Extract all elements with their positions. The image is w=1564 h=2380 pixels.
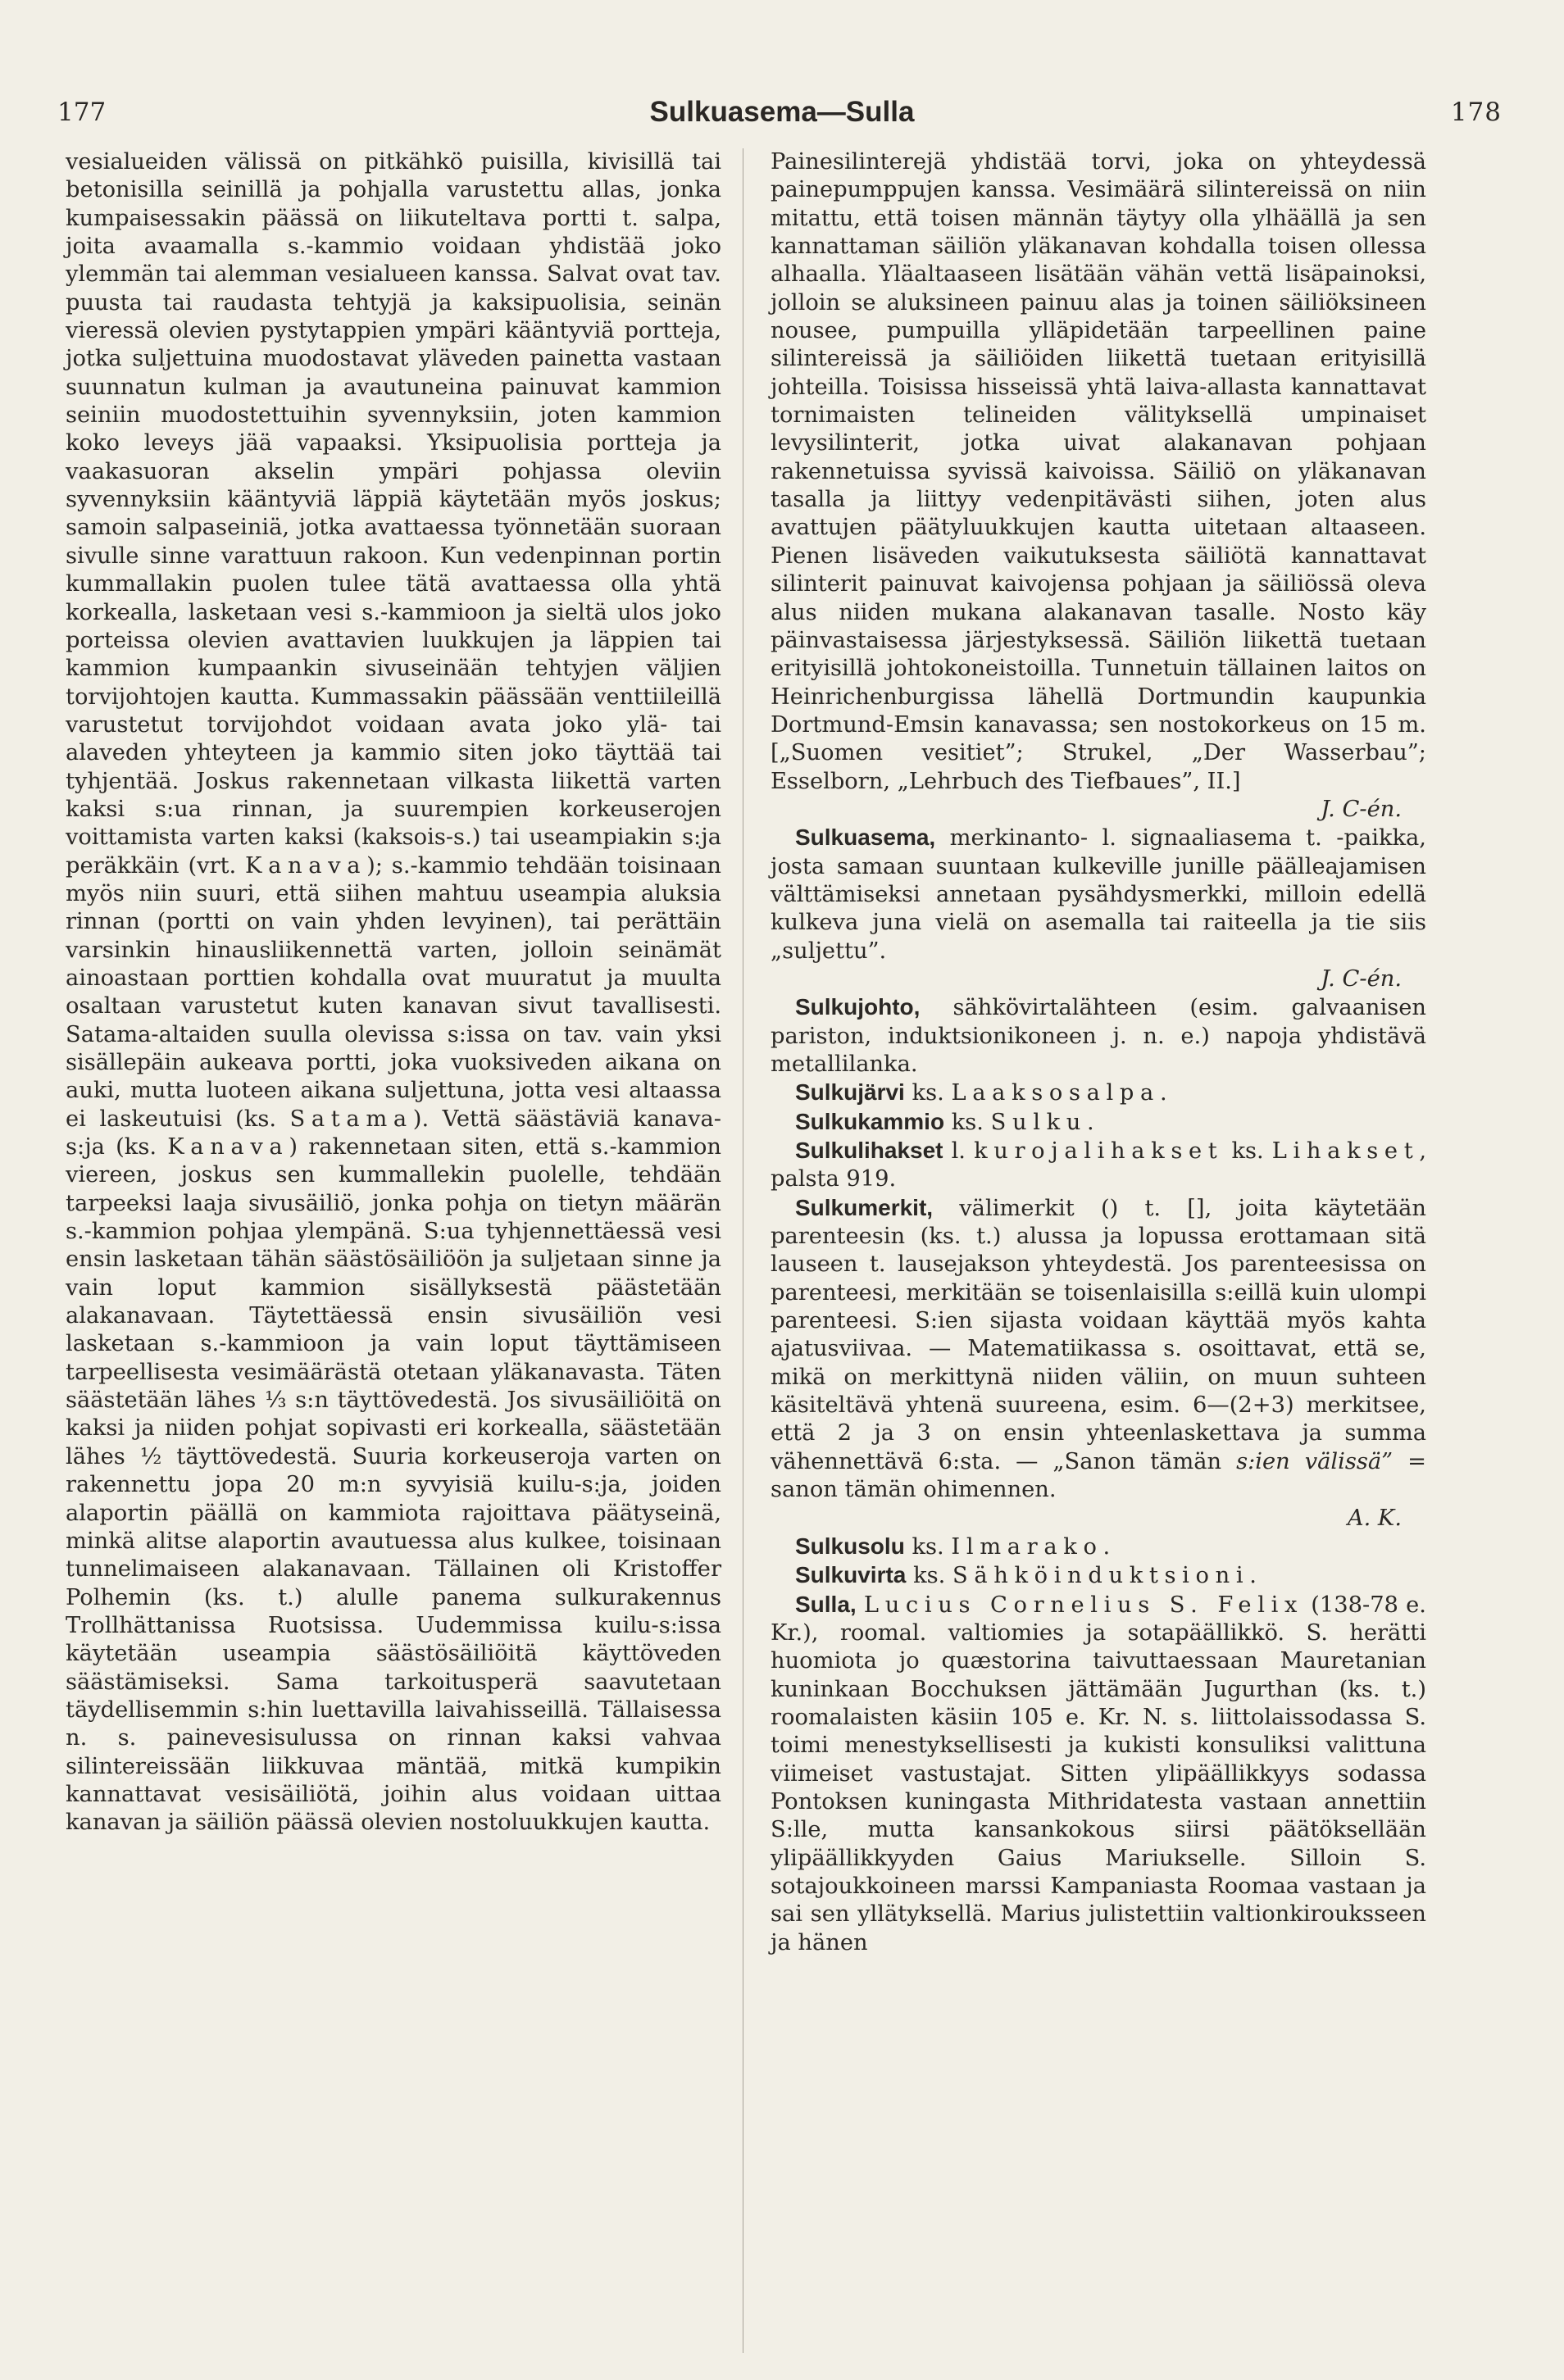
entry-continuation-sulku (66, 148, 721, 1837)
entry-text: sähkövirtalähteen (esim. galvaanisen pariston, induktsionikoneen j. n. e.) napoja yhdistävä metallilanka. (771, 995, 1426, 1077)
author-signature: J. C-én. (1321, 796, 1402, 822)
entry-text: välimerkit () t. [], joita käytetään parenteesin (ks. t.) alussa ja lopussa erottamaan sitä lauseen t. lausejakson yhteydestä. Jos parenteesissa on parenteesi, merkitään se toisenlaisilla s:eillä kuin ulompi parenteesi. S:ien sijasta voidaan käyttää myös kahta ajatusviivaa. — Matematiikassa s. osoittavat, että se, mikä on merkittynä niiden väliin, on muun suhteen käsiteltävä yhtenä suureena, esim. 6—(2+3) merkitsee, että 2 ja 3 on ensin yhteenlaskettava ja summa vähennettävä 6:sta. — „Sanon tämän (771, 1195, 1426, 1474)
text-segment: vesialueiden välissä on pitkähkö puisilla, kivisillä tai betonisilla seinillä ja pohjalla varustettu allas, jonka kumpaisessakin päässä on liikuteltava portti t. salpa, joita avaamalla s.-kammio voidaan yhdistää joko ylemmän tai alemman vesialueen kanssa. Salvat ovat tav. puusta tai raudasta tehtyjä ja kaksipuolisia, seinän vieressä olevien pystytappien ympäri kääntyviä portteja, jotka suljettuina muodostavat yläveden painetta vastaan suunnatun kulman ja avautuneina painuvat kammion seiniin muodostettuihin syvennyksiin, joten kammion koko leveys jää vapaaksi. Yksipuolisia portteja ja vaakasuoran akselin ympäri pohjassa oleviin syvennyksiin kääntyviä läppiä käytetään myös joskus; samoin salpaseiniä, jotka avattaessa työnnetään suoraan sivulle sinne varattuun rakoon. Kun vedenpinnan portin kummallakin puolen tulee tätä avattaessa olla yhtä korkealla, lasketaan vesi s.-kammioon ja sieltä ulos joko porteissa olevien avattavien luukkujen ja läppien tai kammion kumpaankin sivuseinään tehtyjen väljien torvijohtojen kautta. Kummassakin päässään venttiileillä varustetut torvijohdot voidaan avata joko ylä- tai alaveden yhteyteen ja kammio siten joko täyttää tai tyhjentää. Joskus rakennetaan vilkasta liikettä varten kaksi s:ua rinnan, ja suurempien korkeuserojen voittamista varten kaksi (kaksois-s.) tai useampiakin s:ja peräkkäin (vrt. (66, 149, 721, 879)
headword: Sulkusolu (795, 1533, 905, 1559)
author-signature: A. K. (1347, 1505, 1402, 1531)
entry-text: (138-78 e. Kr.), roomal. valtiomies ja sotapäällikkö. S. herätti huomiota jo quæstorina taivuttaessaan Mauretanian kuninkaan Bocchuksen jättämään Jugurthan (ks. t.) roomalaisten käsiin 105 e. Kr. N. s. liittolaissodassa S. toimi menestyksellisesti ja kukisti konsuliksi valittuna viimeiset vastustajat. Sitten ylipäällikkyys sodassa Pontoksen kuningasta Mithridatesta vastaan annettiin S:lle, mutta kansankokous siirsi päätöksellään ylipäällikkyyden Gaius Mariukselle. Silloin S. sotajoukkoineen marssi Kampaniasta Roomaa vastaan ja sai sen yllätyksellä. Marius julistettiin valtionkirouksseen ja hänen (771, 1592, 1426, 1955)
right-column (771, 148, 1426, 2361)
entry-continuation-text: Painesilinterejä yhdistää torvi, joka on yhteydessä painepumppujen kanssa. Vesimäärä silintereissä on niin mitattu, että toisen männän täytyy olla ylhäällä ja sen kannattaman säiliön yläkanavan kohdalla toisen ollessa alhaalla. Yläaltaaseen lisätään vähän vettä lisäpainoksi, jolloin se aluksineen painuu alas ja toinen säiliöksineen nousee, pumpuilla ylläpidetään tarpeellinen paine silintereissä ja säiliöiden liikettä tuetaan erityisillä johteilla. Toisissa hisseissä yhtä laiva-allasta kannattavat tornimaisten telineiden välityksellä umpinaiset levysilinterit, jotka uivat alakanavan pohjaan rakennetuissa syvissä kaivoissa. Säiliö on yläkanavan tasalla ja liittyy vedenpitävästi siihen, joten alus avattujen päätyluukkujen kautta uitetaan altaaseen. Pienen lisäveden vaikutuksesta säiliötä kannattavat silinterit painuvat kaivojensa pohjaan ja säiliössä oleva alus niiden mukana alakanavan tasalle. Nosto käy päinvastaisessa järjestyksessä. Säiliön liikettä tuetaan erityisillä johtokoneistoilla. Tunnetuin tällainen laitos on Heinrichenburgissa lähellä Dortmundin kaupunkia Dortmund-Emsin kanavassa; sen nostokorkeus on 15 m. [„Suomen vesitiet”; Strukel, „Der Wasserbau”; Esselborn, „Lehrbuch des Tiefbaues”, II.] (771, 149, 1426, 794)
headword: Sulkukammio (795, 1108, 945, 1134)
full-name: Lucius Cornelius S. Felix (863, 1592, 1303, 1618)
entry-sulkuasema (771, 824, 1426, 965)
entry-text: = sanon tämän ohimennen. (771, 1448, 1427, 1503)
headword: Sulkujohto, (795, 994, 921, 1020)
entry-sulla (771, 1591, 1426, 1957)
entry-text: merkinanto- l. signaaliasema t. -paikka, josta samaan suuntaan kulkeville junille päälleajamisen välttämiseksi annetaan pysähdysmerkki, milloin edellä kulkeva juna vielä on asemalla tai raiteella ja tie siis „suljettu”. (771, 825, 1426, 964)
cross-reference: Satama (289, 1106, 413, 1132)
cross-reference: Ilmarako (951, 1533, 1103, 1560)
entry-text: ks. (912, 1533, 944, 1560)
cross-reference: Sähköinduktsioni (952, 1563, 1250, 1589)
entry-sulkujarvi: Sulkujärvi ks. Laaksosalpa. (795, 1079, 1167, 1106)
italic-phrase: s:ien välissä” (1236, 1448, 1394, 1474)
running-head: Sulkuasema—Sulla (649, 96, 915, 128)
text-segment: ). Vettä säästäviä kanava-s:ja (ks. (66, 1106, 721, 1160)
page-number-right: 178 (1450, 98, 1502, 127)
entry-text: ks. (951, 1109, 984, 1135)
page-number-left: 177 (57, 98, 107, 127)
headword: Sulkujärvi (795, 1079, 905, 1106)
text-segment: ); s.-kammio tehdään toisinaan myös niin suuri, että siihen mahtuu useampia aluksia rinnan (portti on vain yhden levyinen), tai perättäin varsinkin hinausliikennettä varten, jolloin seinämät ainoastaan porttien kohdalla ovat muuratut ja muulta osaltaan varustetut kuten kanavan sivut tavallisesti. Satama-altaiden suulla olevissa s:issa on tav. vain yksi sisällepäin aukeava portti, joka vuoksiveden aikana on auki, mutta luoteen aikana suljettuna, jotta vesi altaassa ei laskeutuisi (ks. (66, 852, 722, 1132)
entry-sulkukammio: Sulkukammio ks. Sulku. (795, 1108, 1094, 1135)
headword: Sulla, (795, 1591, 857, 1617)
cross-reference: Laaksosalpa (951, 1080, 1160, 1106)
headword: Sulkuvirta (795, 1562, 907, 1588)
headword: Sulkumerkit, (795, 1194, 934, 1220)
entry-text: ks. (913, 1563, 946, 1589)
entry-text: ks. (1231, 1138, 1264, 1165)
entry-sulkulihakset (771, 1137, 1426, 1194)
entry-text: l. (951, 1138, 966, 1165)
entry-sulkumerkit (771, 1194, 1426, 1505)
entry-text: ks. (912, 1080, 944, 1106)
entry-sulkujohto (771, 993, 1426, 1079)
cross-reference: Lihakset (1271, 1138, 1420, 1165)
headword: Sulkulihakset (795, 1138, 943, 1164)
entry-sulkuvirta: Sulkuvirta ks. Sähköinduktsioni. (795, 1562, 1257, 1589)
cross-reference: Kanava (245, 852, 367, 879)
left-column (66, 148, 721, 2361)
cross-reference: Sulku (990, 1109, 1088, 1135)
cross-reference: Kanava (167, 1134, 289, 1160)
entry-sulkusolu: Sulkusolu ks. Ilmarako. (795, 1533, 1111, 1560)
cross-reference: kurojalihakset (974, 1138, 1224, 1165)
text-segment: ) rakennetaan siten, että s.-kammion viereen, joskus sen kummallekin puolelle, tehdään tarpeeksi laaja sivusäiliö, jonka pohja on tietyn määrän s.-kammion pohjaa ylempänä. S:ua tyhjennettäessä vesi ensin lasketaan tähän säästösäiliöön ja suljetaan sinne ja vain loput kammion sisällyksestä päästetään alakanavaan. Täytettäessä ensin sivusäiliön vesi lasketaan s.-kammioon ja vain loput täyttämiseen tarpeellisesta vesimäärästä otetaan yläkanavasta. Täten säästetään lähes ⅓ s:n täyttövedestä. Jos sivusäiliöitä on kaksi ja niiden pohjat sopivasti eri korkealla, säästetään lähes ½ täyttövedestä. Suuria korkeuseroja varten on rakennettu jopa 20 m:n syvyisiä kuilu-s:ja, joiden alaportin päällä on kammiota rajoittava päätyseinä, minkä alitse alaportin avautuessa alus kulkee, toisinaan tunnelimaiseen alakanavaan. Tällainen oli Kristoffer Polhemin (ks. t.) alulle panema sulkurakennus Trollhättanissa Ruotsissa. Uudemmissa kuilu-s:issa käytetään useampia säästösäiliöitä käyttöveden säästämiseksi. Sama tarkoitusperä saavutetaan täydellisemmin s:hin luettavilla laivahisseillä. Tällaisessa n. s. painevesisulussa on rinnan kaksi vahvaa silintereissään liikkuvaa mäntää, mitkä kumpikin kannattavat vesisäiliötä, joihin alus voidaan uittaa kanavan ja säiliön päässä olevien nostoluukkujen kautta. (66, 1134, 721, 1836)
author-signature: J. C-én. (1321, 965, 1402, 992)
headword: Sulkuasema, (795, 824, 936, 851)
entry-text: , palsta 919. (771, 1138, 1427, 1192)
